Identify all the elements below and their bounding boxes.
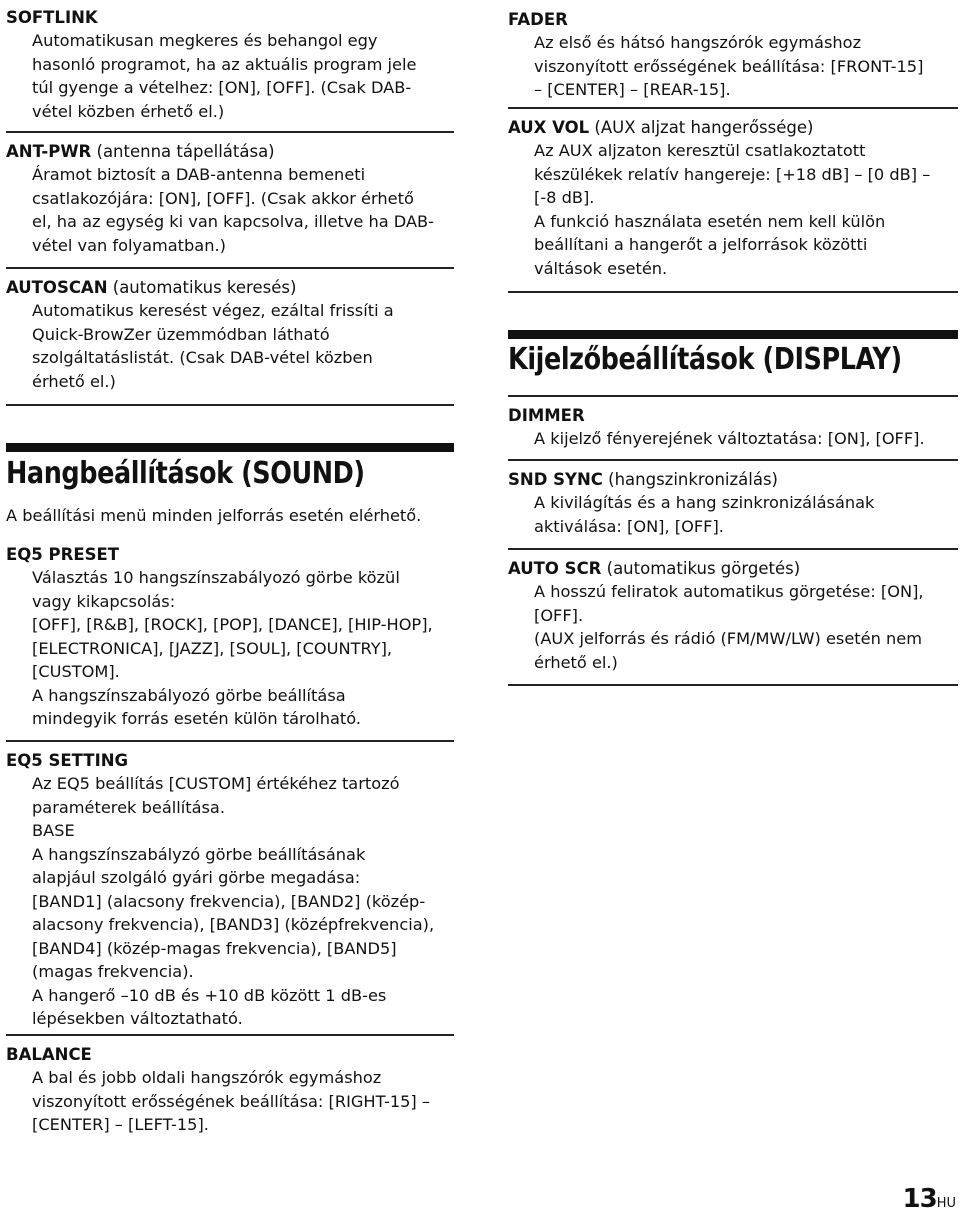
fader-term: FADER bbox=[508, 10, 568, 29]
sound-section-title: Hangbeállítások (SOUND) bbox=[6, 456, 365, 491]
balance-term: BALANCE bbox=[6, 1045, 92, 1064]
softlink-term: SOFTLINK bbox=[6, 8, 98, 27]
autoscan-subtitle: (automatikus keresés) bbox=[107, 278, 297, 297]
sndsync-subtitle: (hangszinkronizálás) bbox=[602, 470, 778, 489]
divider bbox=[6, 740, 454, 742]
antpwr-entry bbox=[6, 134, 454, 257]
divider bbox=[6, 267, 454, 269]
sound-section-intro: A beállítási menü minden jelforrás esetén elérhető. bbox=[6, 506, 422, 525]
autoscan-entry bbox=[6, 270, 454, 393]
softlink-desc: Automatikusan megkeres és behangol egy hasonló programot, ha az aktuális program jele túl gyenge a vételhez: [ON], [OFF]. (Csak DAB- vétel közben érhető el.) bbox=[32, 31, 417, 121]
divider bbox=[508, 107, 958, 109]
page-number: 13HU bbox=[902, 1184, 956, 1214]
display-section-title: Kijelzőbeállítások (DISPLAY) bbox=[508, 342, 902, 377]
balance-desc: A bal és jobb oldali hangszórók egymáshoz viszonyított erősségének beállítása: [RIGHT-15] – [CENTER] – [LEFT-15]. bbox=[32, 1068, 430, 1134]
dimmer-desc: A kijelző fényerejének változtatása: [ON], [OFF]. bbox=[534, 429, 925, 448]
autoscr-term: AUTO SCR bbox=[508, 559, 602, 578]
divider bbox=[6, 131, 454, 133]
eq5preset-entry bbox=[6, 537, 454, 731]
autoscr-entry bbox=[508, 551, 958, 674]
dimmer-term: DIMMER bbox=[508, 406, 585, 425]
autoscr-subtitle: (automatikus görgetés) bbox=[601, 559, 801, 578]
auxvol-desc: Az AUX aljzaton keresztül csatlakoztatott készülékek relatív hangereje: [+18 dB] – [0 dB] – [-8 dB]. A funkció használata esetén nem kell külön beállítani a hangerőt a jelforrások közötti váltások esetén. bbox=[534, 141, 931, 278]
sndsync-desc: A kivilágítás és a hang szinkronizálásának aktiválása: [ON], [OFF]. bbox=[534, 493, 875, 536]
antpwr-desc: Áramot biztosít a DAB-antenna bemeneti csatlakozójára: [ON], [OFF]. (Csak akkor érhető el, ha az egység ki van kapcsolva, illetve ha DAB- vétel van folyamatban.) bbox=[32, 165, 434, 255]
autoscan-term: AUTOSCAN bbox=[6, 278, 108, 297]
page-language: HU bbox=[936, 1196, 956, 1211]
sndsync-entry bbox=[508, 462, 958, 538]
sndsync-term: SND SYNC bbox=[508, 470, 603, 489]
eq5preset-desc: Választás 10 hangszínszabályozó görbe közül vagy kikapcsolás: [OFF], [R&B], [ROCK], [POP], [DANCE], [HIP-HOP], [ELECTRONICA], [JAZZ], [SOUL], [COUNTRY], [CUSTOM]. A hangszínszabályozó görbe beállítása mindegyik forrás esetén külön tárolható. bbox=[32, 568, 433, 728]
balance-entry bbox=[6, 1037, 454, 1137]
eq5preset-term: EQ5 PRESET bbox=[6, 545, 120, 564]
autoscr-desc: A hosszú feliratok automatikus görgetése: [ON], [OFF]. (AUX jelforrás és rádió (FM/MW/LW) esetén nem érhető el.) bbox=[534, 582, 924, 672]
section-bar bbox=[6, 443, 454, 452]
eq5setting-desc: Az EQ5 beállítás [CUSTOM] értékéhez tartozó paraméterek beállítása. BASE A hangszínszabályzó görbe beállításának alapjául szolgáló gyári görbe megadása: [BAND1] (alacsony frekvencia), [BAND2] (közép- alacsony frekvencia), [BAND3] (középfrekvencia), [BAND4] (közép-magas frekvencia), [BAND5] (magas frekvencia). A hangerő –10 dB és +10 dB között 1 dB-es lépésekben változtatható. bbox=[32, 774, 435, 1028]
eq5setting-entry bbox=[6, 743, 454, 1031]
divider bbox=[508, 684, 958, 686]
divider bbox=[508, 459, 958, 461]
antpwr-term: ANT-PWR bbox=[6, 142, 92, 161]
fader-entry bbox=[508, 2, 958, 102]
antpwr-subtitle: (antenna tápellátása) bbox=[91, 142, 275, 161]
softlink-entry bbox=[6, 6, 454, 123]
section-bar bbox=[508, 330, 958, 339]
divider bbox=[508, 548, 958, 550]
divider bbox=[6, 404, 454, 406]
auxvol-entry bbox=[508, 110, 958, 280]
auxvol-term: AUX VOL bbox=[508, 118, 590, 137]
divider bbox=[508, 395, 958, 397]
fader-desc: Az első és hátsó hangszórók egymáshoz viszonyított erősségének beállítása: [FRONT-15] – [CENTER] – [REAR-15]. bbox=[534, 33, 924, 99]
dimmer-entry bbox=[508, 398, 958, 451]
autoscan-desc: Automatikus keresést végez, ezáltal frissíti a Quick-BrowZer üzemmódban látható szolgáltatáslistát. (Csak DAB-vétel közben érhető el.) bbox=[32, 301, 394, 391]
left-column bbox=[6, 0, 454, 123]
auxvol-subtitle: (AUX aljzat hangerőssége) bbox=[589, 118, 814, 137]
divider bbox=[6, 1034, 454, 1036]
divider bbox=[508, 291, 958, 293]
eq5setting-term: EQ5 SETTING bbox=[6, 751, 129, 770]
